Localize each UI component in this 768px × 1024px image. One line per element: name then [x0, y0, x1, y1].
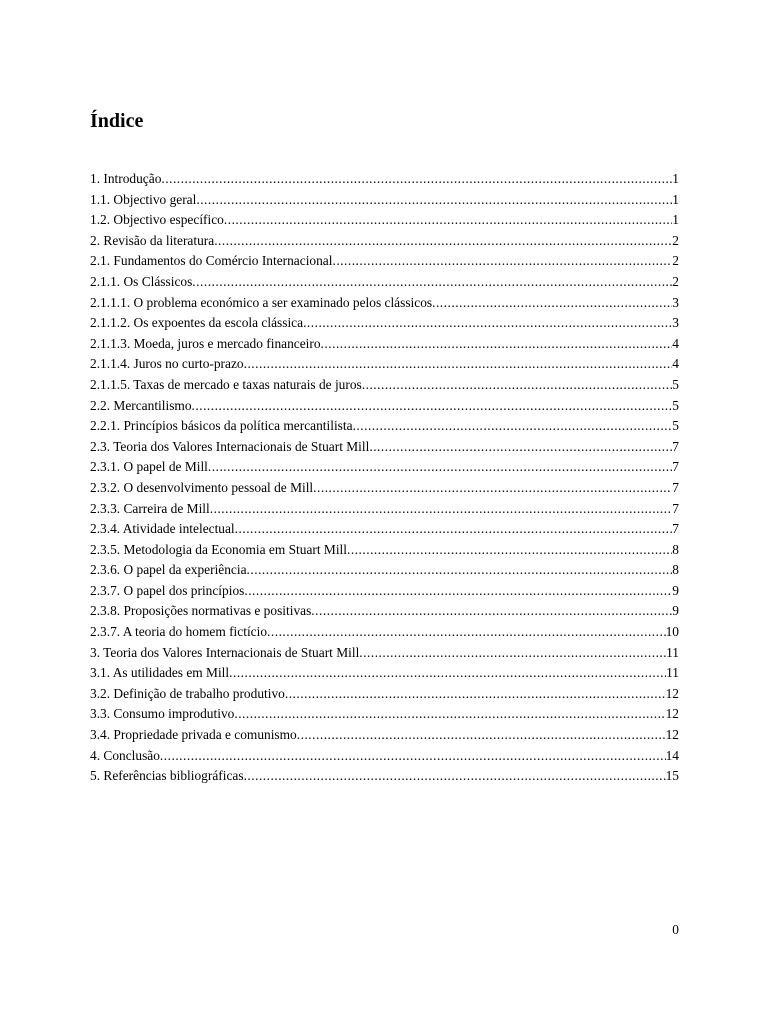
toc-entry-title: 2.2.1. Princípios básicos da política mercantilista [90, 418, 353, 434]
toc-entry[interactable] [90, 478, 679, 499]
toc-dot-leader [192, 396, 673, 417]
toc-dot-leader [214, 231, 672, 252]
toc-entry-title: 3. Teoria dos Valores Internacionais de Stuart Mill [90, 644, 360, 660]
toc-dot-leader [362, 375, 673, 396]
toc-entry[interactable] [90, 643, 679, 664]
toc-entry[interactable] [90, 272, 679, 293]
toc-entry-page: 12 [665, 685, 679, 701]
toc-entry-title: 1.1. Objectivo geral [90, 191, 197, 207]
toc-entry-title: 2.3.4. Atividade intelectual [90, 521, 235, 537]
toc-dot-leader [369, 437, 672, 458]
toc-entry-page: 7 [672, 521, 679, 537]
toc-dot-leader [234, 704, 665, 725]
toc-entry[interactable] [90, 746, 679, 767]
toc-entry[interactable] [90, 519, 679, 540]
toc-entry-page: 7 [672, 479, 679, 495]
toc-entry-page: 5 [672, 376, 679, 392]
toc-entry-page: 14 [665, 747, 679, 763]
toc-entry-title: 2.3.7. O papel dos princípios [90, 582, 245, 598]
toc-entry-title: 4. Conclusão [90, 747, 160, 763]
toc-entry-page: 7 [672, 459, 679, 475]
toc-entry-page: 5 [672, 418, 679, 434]
toc-entry-title: 2.1.1.4. Juros no curto-prazo [90, 356, 244, 372]
toc-dot-leader [160, 746, 666, 767]
toc-entry-page: 1 [672, 191, 679, 207]
toc-entry-page: 2 [672, 253, 679, 269]
toc-dot-leader [210, 499, 673, 520]
toc-entry-title: 2.1.1.5. Taxas de mercado e taxas naturais de juros [90, 376, 362, 392]
toc-entry-page: 8 [672, 562, 679, 578]
page-number: 0 [672, 922, 679, 937]
toc-entry-page: 9 [672, 603, 679, 619]
toc-dot-leader [208, 457, 672, 478]
toc-entry-title: 2.3.8. Proposições normativas e positivas [90, 603, 312, 619]
toc-entry-page: 10 [665, 624, 679, 640]
toc-dot-leader [313, 478, 672, 499]
toc-dot-leader [311, 601, 672, 622]
toc-dot-leader [359, 643, 666, 664]
toc-dot-leader [321, 334, 673, 355]
toc-entry[interactable] [90, 663, 679, 684]
toc-entry-title: 2. Revisão da literatura [90, 232, 215, 248]
toc-entry-title: 2.1.1. Os Clássicos [90, 273, 193, 289]
toc-entry-page: 9 [672, 582, 679, 598]
toc-entry-title: 2.3.6. O papel da experiência [90, 562, 247, 578]
toc-entry-title: 2.1. Fundamentos do Comércio Internacional [90, 253, 333, 269]
page-title: Índice [90, 110, 144, 132]
toc-entry[interactable] [90, 190, 679, 211]
toc-entry-page: 12 [665, 727, 679, 743]
toc-dot-leader [267, 622, 666, 643]
toc-dot-leader [192, 272, 672, 293]
toc-entry-title: 2.3. Teoria dos Valores Internacionais de Stuart Mill [90, 438, 370, 454]
toc-dot-leader [332, 251, 672, 272]
toc-entry-title: 5. Referências bibliográficas [90, 768, 244, 784]
toc-entry[interactable] [90, 396, 679, 417]
toc-entry[interactable] [90, 334, 679, 355]
toc-dot-leader [161, 169, 672, 190]
toc-entry-title: 2.3.1. O papel de Mill [90, 459, 208, 475]
toc-dot-leader [432, 293, 672, 314]
toc-entry-page: 7 [672, 438, 679, 454]
toc-dot-leader [347, 540, 672, 561]
toc-entry-page: 1 [672, 212, 679, 228]
toc-entry-title: 2.3.3. Carreira de Mill [90, 500, 210, 516]
toc-entry[interactable] [90, 313, 679, 334]
toc-entry-title: 3.3. Consumo improdutivo [90, 706, 235, 722]
toc-entry-page: 12 [665, 706, 679, 722]
toc-entry[interactable] [90, 416, 679, 437]
toc-entry-page: 8 [672, 541, 679, 557]
toc-entry-page: 5 [672, 397, 679, 413]
toc-entry-page: 4 [672, 356, 679, 372]
toc-entry[interactable] [90, 251, 679, 272]
toc-entry-page: 2 [672, 232, 679, 248]
toc-dot-leader [196, 190, 672, 211]
toc-dot-leader [244, 766, 666, 787]
toc-entry-title: 3.2. Definição de trabalho produtivo [90, 685, 285, 701]
toc-entry[interactable] [90, 293, 679, 314]
toc-entry-title: 3.4. Propriedade privada e comunismo [90, 727, 297, 743]
toc-entry-page: 11 [666, 644, 679, 660]
toc-entry[interactable] [90, 210, 679, 231]
toc-entry-page: 4 [672, 335, 679, 351]
toc-dot-leader [244, 354, 673, 375]
toc-entry-title: 2.2. Mercantilismo [90, 397, 192, 413]
toc-entry-page: 15 [665, 768, 679, 784]
toc-dot-leader [303, 313, 672, 334]
toc-dot-leader [235, 519, 673, 540]
toc-dot-leader [353, 416, 673, 437]
toc-dot-leader [285, 684, 666, 705]
toc-entry-title: 3.1. As utilidades em Mill [90, 665, 230, 681]
toc-entry-title: 2.3.5. Metodologia da Economia em Stuart Mill [90, 541, 347, 557]
toc-entry-page: 3 [672, 315, 679, 331]
toc-entry[interactable] [90, 704, 679, 725]
toc-entry[interactable] [90, 560, 679, 581]
toc-entry-title: 1.2. Objectivo específico [90, 212, 224, 228]
toc-entry[interactable] [90, 725, 679, 746]
toc-entry[interactable] [90, 540, 679, 561]
table-of-contents [90, 169, 679, 787]
toc-entry-title: 2.3.7. A teoria do homem fictício [90, 624, 268, 640]
toc-entry[interactable] [90, 457, 679, 478]
toc-entry-page: 3 [672, 294, 679, 310]
toc-entry[interactable] [90, 231, 679, 252]
toc-entry[interactable] [90, 622, 679, 643]
toc-entry[interactable] [90, 581, 679, 602]
toc-entry[interactable] [90, 499, 679, 520]
toc-entry[interactable] [90, 684, 679, 705]
toc-entry-page: 7 [672, 500, 679, 516]
toc-dot-leader [297, 725, 666, 746]
toc-entry[interactable] [90, 169, 679, 190]
toc-dot-leader [244, 581, 672, 602]
toc-entry-title: 1. Introdução [90, 171, 162, 186]
toc-entry-title: 2.1.1.1. O problema económico a ser examinado pelos clássicos [90, 294, 433, 310]
toc-entry[interactable] [90, 437, 679, 458]
toc-entry[interactable] [90, 601, 679, 622]
toc-entry-title: 2.1.1.2. Os expoentes da escola clássica [90, 315, 304, 331]
toc-dot-leader [229, 663, 666, 684]
toc-entry[interactable] [90, 375, 679, 396]
toc-dot-leader [247, 560, 673, 581]
toc-entry-title: 2.1.1.3. Moeda, juros e mercado financeiro [90, 335, 321, 351]
toc-entry-title: 2.3.2. O desenvolvimento pessoal de Mill [90, 479, 314, 495]
toc-entry-page: 1 [672, 171, 679, 186]
toc-entry[interactable] [90, 354, 679, 375]
toc-entry[interactable] [90, 766, 679, 787]
toc-entry-page: 11 [666, 665, 679, 681]
toc-dot-leader [224, 210, 672, 231]
toc-entry-page: 2 [672, 273, 679, 289]
